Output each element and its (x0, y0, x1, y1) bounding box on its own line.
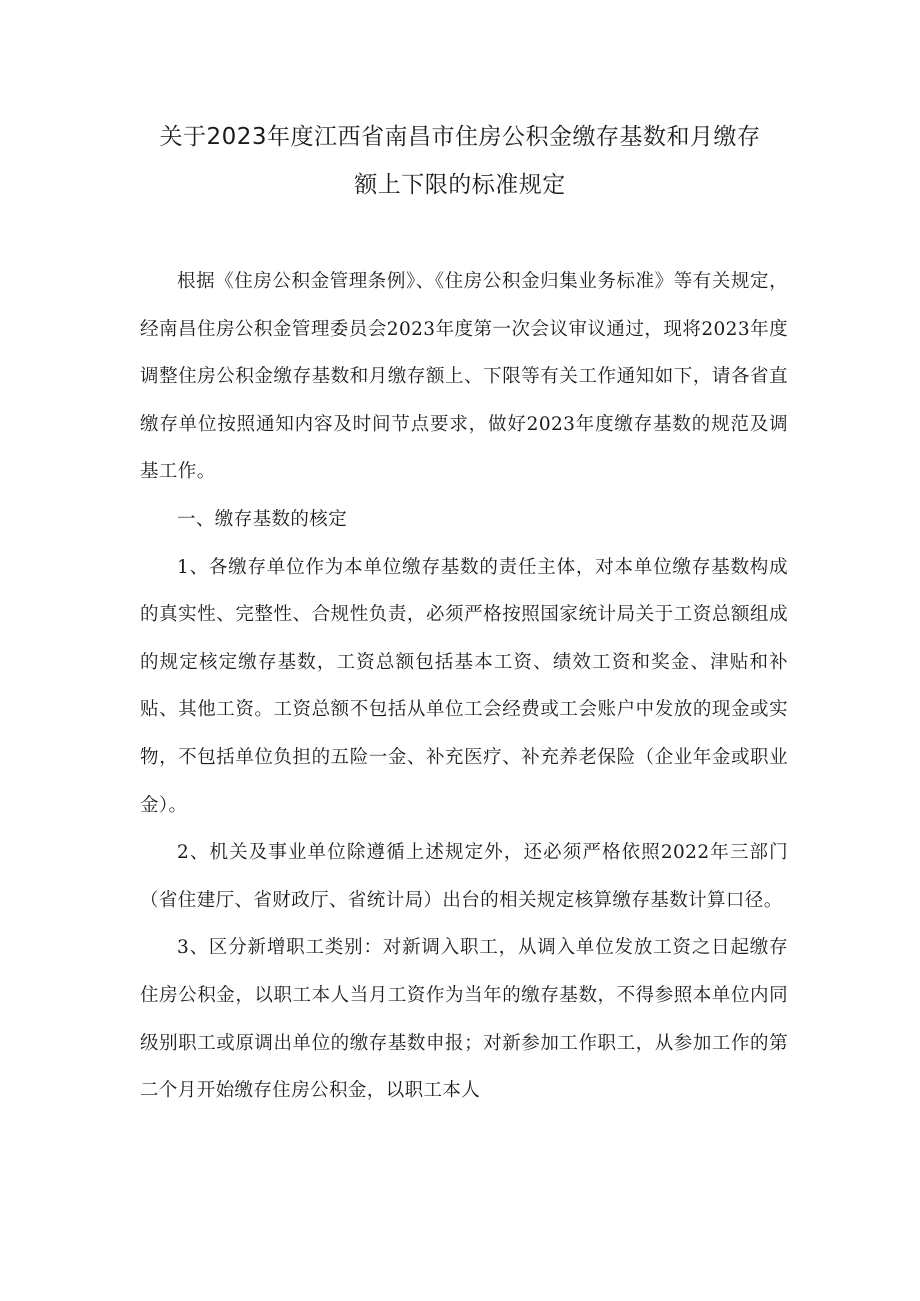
document-title-line-1: 关于2023年度江西省南昌市住房公积金缴存基数和月缴存 (159, 124, 761, 150)
clause-1-paragraph: 1、各缴存单位作为本单位缴存基数的责任主体，对本单位缴存基数构成的真实性、完整性、合规性负责，必须严格按照国家统计局关于工资总额组成的规定核定缴存基数，工资总额包括基本工资、绩效工资和奖金、津贴和补贴、其他工资。工资总额不包括从单位工会经费或工会账户中发放的现金或实物，不包括单位负担的五险一金、补充医疗、补充养老保险（企业年金或职业金）。 (140, 556, 788, 816)
document-title-line-2: 额上下限的标准规定 (354, 172, 566, 198)
clause-2-paragraph: 2、机关及事业单位除遵循上述规定外，还必须严格依照2022年三部门（省住建厅、省财政厅、省统计局）出台的相关规定核算缴存基数计算口径。 (140, 842, 788, 911)
intro-paragraph: 根据《住房公积金管理条例》、《住房公积金归集业务标准》等有关规定，经南昌住房公积金管理委员会2023年度第一次会议审议通过，现将2023年度调整住房公积金缴存基数和月缴存额上、下限等有关工作通知如下，请各省直缴存单位按照通知内容及时间节点要求，做好2023年度缴存基数的规范及调基工作。 (140, 271, 788, 483)
section-heading: 一、缴存基数的核定 (177, 508, 348, 530)
clause-3-paragraph: 3、区分新增职工类别：对新调入职工，从调入单位发放工资之日起缴存住房公积金，以职工本人当月工资作为当年的缴存基数，不得参照本单位内同级别职工或原调出单位的缴存基数申报；对新参加工作职工，从参加工作的第二个月开始缴存住房公积金，以职工本人 (140, 937, 788, 1102)
document-body (140, 258, 788, 1115)
